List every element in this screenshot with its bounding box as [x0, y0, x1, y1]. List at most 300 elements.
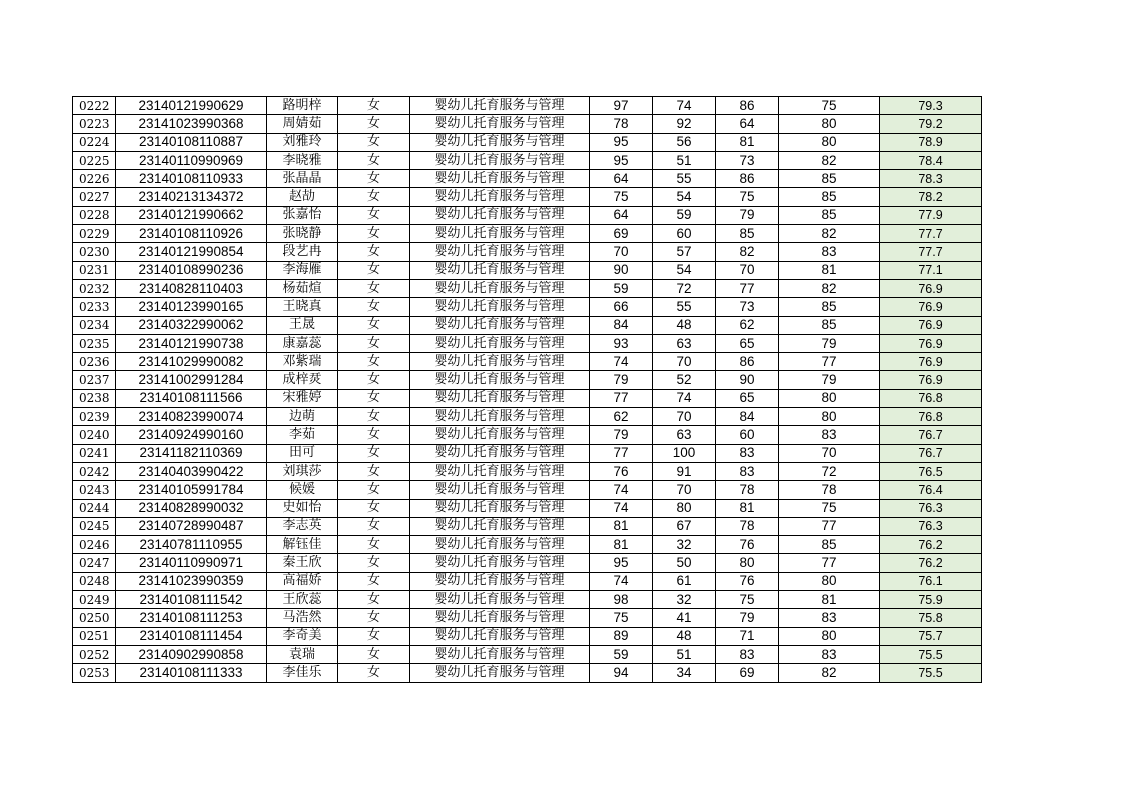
name-cell: 张嘉怡 [267, 206, 338, 224]
name-cell: 杨茹煊 [267, 279, 338, 297]
seq-cell: 0234 [73, 316, 116, 334]
total-cell: 78.3 [880, 170, 982, 188]
score1-cell: 69 [590, 225, 653, 243]
seq-cell: 0235 [73, 334, 116, 352]
id-cell: 23140823990074 [116, 408, 267, 426]
major-cell: 婴幼儿托育服务与管理 [410, 499, 590, 517]
sex-cell: 女 [338, 536, 410, 554]
name-cell: 周婧茹 [267, 115, 338, 133]
table-row [73, 188, 982, 206]
score4-cell: 77 [779, 353, 880, 371]
score2-cell: 63 [653, 334, 716, 352]
table-row [73, 664, 982, 682]
id-cell: 23140121990662 [116, 206, 267, 224]
total-cell: 76.9 [880, 298, 982, 316]
id-cell: 23140403990422 [116, 462, 267, 480]
score2-cell: 74 [653, 97, 716, 115]
score1-cell: 95 [590, 133, 653, 151]
sex-cell: 女 [338, 609, 410, 627]
score2-cell: 70 [653, 408, 716, 426]
score4-cell: 79 [779, 371, 880, 389]
name-cell: 李茹 [267, 426, 338, 444]
total-cell: 76.5 [880, 462, 982, 480]
table-row [73, 572, 982, 590]
sex-cell: 女 [338, 334, 410, 352]
major-cell: 婴幼儿托育服务与管理 [410, 133, 590, 151]
seq-cell: 0244 [73, 499, 116, 517]
score1-cell: 74 [590, 353, 653, 371]
score3-cell: 84 [716, 408, 779, 426]
score2-cell: 74 [653, 389, 716, 407]
total-cell: 76.9 [880, 334, 982, 352]
name-cell: 边萌 [267, 408, 338, 426]
score4-cell: 85 [779, 206, 880, 224]
score3-cell: 86 [716, 353, 779, 371]
total-cell: 79.3 [880, 97, 982, 115]
total-cell: 78.9 [880, 133, 982, 151]
id-cell: 23140108990236 [116, 261, 267, 279]
table-row [73, 298, 982, 316]
table-row [73, 444, 982, 462]
seq-cell: 0237 [73, 371, 116, 389]
id-cell: 23140828110403 [116, 279, 267, 297]
major-cell: 婴幼儿托育服务与管理 [410, 261, 590, 279]
score3-cell: 69 [716, 664, 779, 682]
score4-cell: 83 [779, 426, 880, 444]
id-cell: 23140123990165 [116, 298, 267, 316]
seq-cell: 0241 [73, 444, 116, 462]
major-cell: 婴幼儿托育服务与管理 [410, 206, 590, 224]
sex-cell: 女 [338, 279, 410, 297]
score1-cell: 76 [590, 462, 653, 480]
seq-cell: 0226 [73, 170, 116, 188]
major-cell: 婴幼儿托育服务与管理 [410, 225, 590, 243]
sex-cell: 女 [338, 517, 410, 535]
score2-cell: 72 [653, 279, 716, 297]
table-row [73, 133, 982, 151]
score3-cell: 78 [716, 517, 779, 535]
major-cell: 婴幼儿托育服务与管理 [410, 170, 590, 188]
score3-cell: 60 [716, 426, 779, 444]
score3-cell: 82 [716, 243, 779, 261]
table-row [73, 554, 982, 572]
score1-cell: 59 [590, 645, 653, 663]
score2-cell: 70 [653, 353, 716, 371]
id-cell: 23140108110933 [116, 170, 267, 188]
score2-cell: 63 [653, 426, 716, 444]
id-cell: 23140924990160 [116, 426, 267, 444]
table-row [73, 206, 982, 224]
score4-cell: 85 [779, 316, 880, 334]
major-cell: 婴幼儿托育服务与管理 [410, 115, 590, 133]
seq-cell: 0249 [73, 591, 116, 609]
id-cell: 23140110990969 [116, 151, 267, 169]
score4-cell: 85 [779, 298, 880, 316]
table-row [73, 645, 982, 663]
score4-cell: 82 [779, 225, 880, 243]
id-cell: 23140121990854 [116, 243, 267, 261]
major-cell: 婴幼儿托育服务与管理 [410, 517, 590, 535]
score4-cell: 83 [779, 609, 880, 627]
score3-cell: 64 [716, 115, 779, 133]
name-cell: 宋雅婷 [267, 389, 338, 407]
score1-cell: 93 [590, 334, 653, 352]
score2-cell: 55 [653, 298, 716, 316]
table-row [73, 426, 982, 444]
score3-cell: 90 [716, 371, 779, 389]
score1-cell: 74 [590, 499, 653, 517]
score2-cell: 80 [653, 499, 716, 517]
name-cell: 王晓真 [267, 298, 338, 316]
name-cell: 史如怡 [267, 499, 338, 517]
sex-cell: 女 [338, 298, 410, 316]
sex-cell: 女 [338, 389, 410, 407]
table-row [73, 536, 982, 554]
score4-cell: 75 [779, 97, 880, 115]
table-row [73, 371, 982, 389]
sex-cell: 女 [338, 97, 410, 115]
sex-cell: 女 [338, 462, 410, 480]
seq-cell: 0246 [73, 536, 116, 554]
total-cell: 76.3 [880, 499, 982, 517]
major-cell: 婴幼儿托育服务与管理 [410, 298, 590, 316]
total-cell: 76.9 [880, 353, 982, 371]
score4-cell: 72 [779, 462, 880, 480]
score1-cell: 66 [590, 298, 653, 316]
sex-cell: 女 [338, 481, 410, 499]
total-cell: 76.9 [880, 371, 982, 389]
table-row [73, 334, 982, 352]
score1-cell: 81 [590, 536, 653, 554]
score1-cell: 70 [590, 243, 653, 261]
id-cell: 23140728990487 [116, 517, 267, 535]
score4-cell: 85 [779, 536, 880, 554]
name-cell: 刘雅玲 [267, 133, 338, 151]
score1-cell: 81 [590, 517, 653, 535]
id-cell: 23141002991284 [116, 371, 267, 389]
score1-cell: 89 [590, 627, 653, 645]
total-cell: 78.4 [880, 151, 982, 169]
major-cell: 婴幼儿托育服务与管理 [410, 353, 590, 371]
major-cell: 婴幼儿托育服务与管理 [410, 536, 590, 554]
id-cell: 23141029990082 [116, 353, 267, 371]
score3-cell: 75 [716, 591, 779, 609]
score1-cell: 95 [590, 554, 653, 572]
total-cell: 75.7 [880, 627, 982, 645]
seq-cell: 0228 [73, 206, 116, 224]
id-cell: 23140322990062 [116, 316, 267, 334]
score2-cell: 56 [653, 133, 716, 151]
score2-cell: 48 [653, 627, 716, 645]
score3-cell: 78 [716, 481, 779, 499]
score4-cell: 75 [779, 499, 880, 517]
score3-cell: 62 [716, 316, 779, 334]
name-cell: 张晓静 [267, 225, 338, 243]
seq-cell: 0250 [73, 609, 116, 627]
total-cell: 76.7 [880, 426, 982, 444]
total-cell: 75.5 [880, 645, 982, 663]
total-cell: 77.7 [880, 225, 982, 243]
score4-cell: 77 [779, 517, 880, 535]
major-cell: 婴幼儿托育服务与管理 [410, 371, 590, 389]
table-row [73, 591, 982, 609]
id-cell: 23140121990738 [116, 334, 267, 352]
name-cell: 高福娇 [267, 572, 338, 590]
sex-cell: 女 [338, 133, 410, 151]
sex-cell: 女 [338, 206, 410, 224]
id-cell: 23140108110887 [116, 133, 267, 151]
score2-cell: 32 [653, 591, 716, 609]
id-cell: 23141023990368 [116, 115, 267, 133]
table-row [73, 261, 982, 279]
score2-cell: 59 [653, 206, 716, 224]
score2-cell: 100 [653, 444, 716, 462]
major-cell: 婴幼儿托育服务与管理 [410, 462, 590, 480]
total-cell: 75.5 [880, 664, 982, 682]
name-cell: 成梓烎 [267, 371, 338, 389]
name-cell: 李志英 [267, 517, 338, 535]
table-row [73, 151, 982, 169]
name-cell: 邓紫瑞 [267, 353, 338, 371]
seq-cell: 0232 [73, 279, 116, 297]
id-cell: 23140108111566 [116, 389, 267, 407]
seq-cell: 0247 [73, 554, 116, 572]
id-cell: 23140121990629 [116, 97, 267, 115]
major-cell: 婴幼儿托育服务与管理 [410, 408, 590, 426]
score2-cell: 48 [653, 316, 716, 334]
major-cell: 婴幼儿托育服务与管理 [410, 554, 590, 572]
table-row [73, 609, 982, 627]
major-cell: 婴幼儿托育服务与管理 [410, 444, 590, 462]
score4-cell: 78 [779, 481, 880, 499]
score4-cell: 80 [779, 572, 880, 590]
seq-cell: 0248 [73, 572, 116, 590]
total-cell: 77.9 [880, 206, 982, 224]
id-cell: 23140781110955 [116, 536, 267, 554]
score4-cell: 80 [779, 389, 880, 407]
major-cell: 婴幼儿托育服务与管理 [410, 572, 590, 590]
score1-cell: 77 [590, 444, 653, 462]
score3-cell: 85 [716, 225, 779, 243]
table-row [73, 517, 982, 535]
score4-cell: 81 [779, 261, 880, 279]
table-row [73, 627, 982, 645]
sex-cell: 女 [338, 151, 410, 169]
score4-cell: 82 [779, 664, 880, 682]
seq-cell: 0225 [73, 151, 116, 169]
seq-cell: 0238 [73, 389, 116, 407]
total-cell: 76.8 [880, 408, 982, 426]
table-row [73, 279, 982, 297]
sex-cell: 女 [338, 243, 410, 261]
seq-cell: 0236 [73, 353, 116, 371]
id-cell: 23141182110369 [116, 444, 267, 462]
score2-cell: 55 [653, 170, 716, 188]
table-row [73, 97, 982, 115]
total-cell: 76.2 [880, 536, 982, 554]
seq-cell: 0251 [73, 627, 116, 645]
total-cell: 78.2 [880, 188, 982, 206]
id-cell: 23140902990858 [116, 645, 267, 663]
name-cell: 路明梓 [267, 97, 338, 115]
major-cell: 婴幼儿托育服务与管理 [410, 279, 590, 297]
score3-cell: 73 [716, 298, 779, 316]
score1-cell: 78 [590, 115, 653, 133]
score2-cell: 51 [653, 645, 716, 663]
score1-cell: 75 [590, 188, 653, 206]
major-cell: 婴幼儿托育服务与管理 [410, 609, 590, 627]
score4-cell: 85 [779, 170, 880, 188]
sex-cell: 女 [338, 627, 410, 645]
score3-cell: 81 [716, 133, 779, 151]
total-cell: 76.7 [880, 444, 982, 462]
sex-cell: 女 [338, 444, 410, 462]
score4-cell: 85 [779, 188, 880, 206]
total-cell: 77.7 [880, 243, 982, 261]
total-cell: 76.4 [880, 481, 982, 499]
score1-cell: 74 [590, 481, 653, 499]
score2-cell: 70 [653, 481, 716, 499]
sex-cell: 女 [338, 572, 410, 590]
name-cell: 解钰佳 [267, 536, 338, 554]
name-cell: 康嘉蕊 [267, 334, 338, 352]
score4-cell: 79 [779, 334, 880, 352]
id-cell: 23140108111253 [116, 609, 267, 627]
seq-cell: 0224 [73, 133, 116, 151]
sex-cell: 女 [338, 261, 410, 279]
seq-cell: 0239 [73, 408, 116, 426]
name-cell: 张晶晶 [267, 170, 338, 188]
seq-cell: 0229 [73, 225, 116, 243]
name-cell: 刘琪莎 [267, 462, 338, 480]
score3-cell: 79 [716, 206, 779, 224]
score2-cell: 67 [653, 517, 716, 535]
id-cell: 23140213134372 [116, 188, 267, 206]
score2-cell: 32 [653, 536, 716, 554]
seq-cell: 0223 [73, 115, 116, 133]
seq-cell: 0240 [73, 426, 116, 444]
table-row [73, 243, 982, 261]
name-cell: 秦王欣 [267, 554, 338, 572]
score2-cell: 54 [653, 188, 716, 206]
sex-cell: 女 [338, 371, 410, 389]
score3-cell: 65 [716, 334, 779, 352]
score3-cell: 86 [716, 97, 779, 115]
name-cell: 李海雁 [267, 261, 338, 279]
major-cell: 婴幼儿托育服务与管理 [410, 243, 590, 261]
score3-cell: 83 [716, 444, 779, 462]
score1-cell: 90 [590, 261, 653, 279]
total-cell: 76.3 [880, 517, 982, 535]
table-row [73, 170, 982, 188]
seq-cell: 0231 [73, 261, 116, 279]
table-row [73, 462, 982, 480]
score1-cell: 98 [590, 591, 653, 609]
score3-cell: 81 [716, 499, 779, 517]
score3-cell: 83 [716, 645, 779, 663]
sex-cell: 女 [338, 426, 410, 444]
name-cell: 李佳乐 [267, 664, 338, 682]
score3-cell: 73 [716, 151, 779, 169]
seq-cell: 0253 [73, 664, 116, 682]
major-cell: 婴幼儿托育服务与管理 [410, 627, 590, 645]
score1-cell: 94 [590, 664, 653, 682]
score1-cell: 75 [590, 609, 653, 627]
major-cell: 婴幼儿托育服务与管理 [410, 97, 590, 115]
major-cell: 婴幼儿托育服务与管理 [410, 151, 590, 169]
score1-cell: 62 [590, 408, 653, 426]
score2-cell: 60 [653, 225, 716, 243]
score2-cell: 51 [653, 151, 716, 169]
score2-cell: 92 [653, 115, 716, 133]
seq-cell: 0222 [73, 97, 116, 115]
score1-cell: 77 [590, 389, 653, 407]
sex-cell: 女 [338, 353, 410, 371]
sex-cell: 女 [338, 499, 410, 517]
id-cell: 23140828990032 [116, 499, 267, 517]
name-cell: 王晟 [267, 316, 338, 334]
total-cell: 76.2 [880, 554, 982, 572]
score3-cell: 75 [716, 188, 779, 206]
id-cell: 23141023990359 [116, 572, 267, 590]
major-cell: 婴幼儿托育服务与管理 [410, 334, 590, 352]
score2-cell: 54 [653, 261, 716, 279]
score3-cell: 70 [716, 261, 779, 279]
table-row [73, 499, 982, 517]
id-cell: 23140108111333 [116, 664, 267, 682]
score2-cell: 91 [653, 462, 716, 480]
total-cell: 75.8 [880, 609, 982, 627]
score3-cell: 86 [716, 170, 779, 188]
sex-cell: 女 [338, 316, 410, 334]
table-row [73, 389, 982, 407]
score1-cell: 79 [590, 371, 653, 389]
sex-cell: 女 [338, 188, 410, 206]
name-cell: 王欣蕊 [267, 591, 338, 609]
score4-cell: 80 [779, 627, 880, 645]
score1-cell: 95 [590, 151, 653, 169]
score-table [72, 96, 982, 683]
table-row [73, 353, 982, 371]
name-cell: 段艺冉 [267, 243, 338, 261]
total-cell: 76.8 [880, 389, 982, 407]
id-cell: 23140110990971 [116, 554, 267, 572]
id-cell: 23140108111454 [116, 627, 267, 645]
score3-cell: 79 [716, 609, 779, 627]
sex-cell: 女 [338, 225, 410, 243]
name-cell: 田可 [267, 444, 338, 462]
seq-cell: 0233 [73, 298, 116, 316]
major-cell: 婴幼儿托育服务与管理 [410, 664, 590, 682]
score1-cell: 84 [590, 316, 653, 334]
score1-cell: 64 [590, 206, 653, 224]
score4-cell: 77 [779, 554, 880, 572]
score2-cell: 50 [653, 554, 716, 572]
id-cell: 23140105991784 [116, 481, 267, 499]
table-row [73, 115, 982, 133]
score2-cell: 52 [653, 371, 716, 389]
name-cell: 李晓雅 [267, 151, 338, 169]
score4-cell: 70 [779, 444, 880, 462]
score4-cell: 80 [779, 408, 880, 426]
score4-cell: 80 [779, 115, 880, 133]
name-cell: 马浩然 [267, 609, 338, 627]
score3-cell: 77 [716, 279, 779, 297]
sex-cell: 女 [338, 554, 410, 572]
sex-cell: 女 [338, 170, 410, 188]
total-cell: 77.1 [880, 261, 982, 279]
score4-cell: 80 [779, 133, 880, 151]
